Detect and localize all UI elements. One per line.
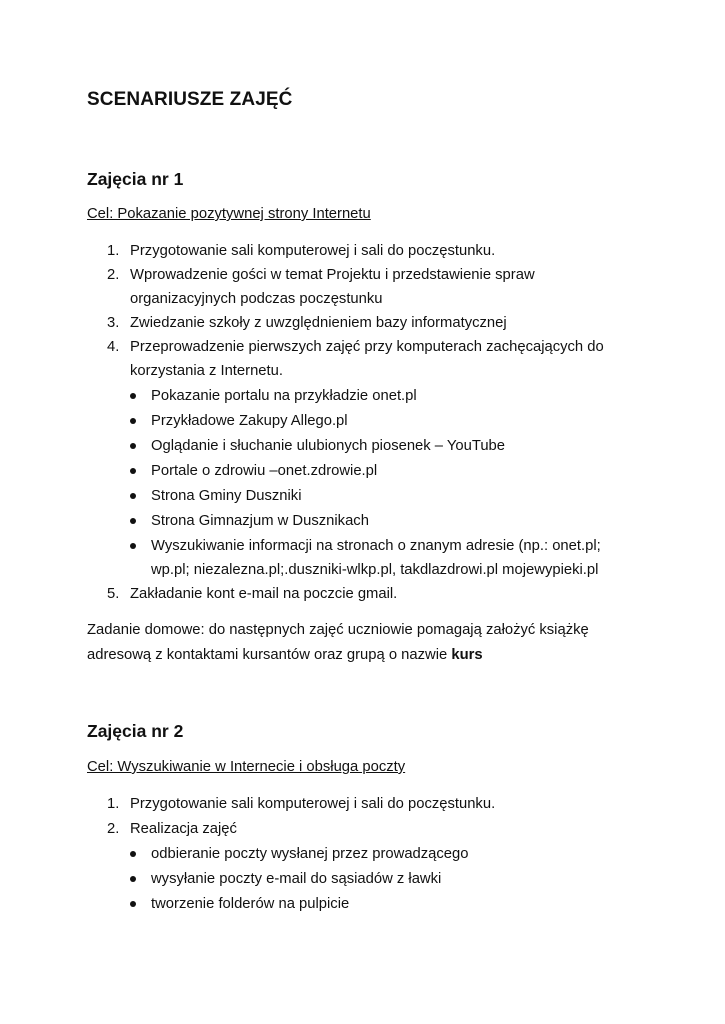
session-2-item-1: Przygotowanie sali komputerowej i sali do poczęstunku. [130, 796, 496, 812]
homework-group-name: kurs [451, 647, 483, 663]
bullet-icon [130, 418, 136, 424]
session-1-item-3-number: 3. [107, 315, 120, 331]
document-title: SCENARIUSZE ZAJĘĆ [87, 89, 293, 110]
session-1-item-1: Przygotowanie sali komputerowej i sali do poczęstunku. [130, 243, 496, 259]
session-2-bullet-3: tworzenie folderów na pulpicie [151, 896, 350, 912]
bullet-icon [130, 493, 136, 499]
bullet-icon [130, 543, 136, 549]
bullet-icon [130, 901, 136, 907]
session-1-bullet-3: Oglądanie i słuchanie ulubionych piosenek – YouTube [151, 438, 506, 454]
session-1-item-5-number: 5. [107, 586, 120, 602]
session-1-bullet-6: Strona Gimnazjum w Dusznikach [151, 513, 369, 529]
session-1-bullet-5: Strona Gminy Duszniki [151, 488, 302, 504]
session-1-item-4-number: 4. [107, 339, 120, 355]
session-1-item-3: Zwiedzanie szkoły z uwzględnieniem bazy informatycznej [130, 315, 507, 331]
session-1-bullet-7: Wyszukiwanie informacji na stronach o znanym adresie (np.: onet.pl; [151, 538, 601, 554]
bullet-icon [130, 468, 136, 474]
session-1-item-2-number: 2. [107, 267, 120, 283]
bullet-icon [130, 518, 136, 524]
session-1-item-4-continued: korzystania z Internetu. [130, 363, 283, 379]
bullet-icon [130, 851, 136, 857]
session-1-item-5: Zakładanie kont e-mail na poczcie gmail. [130, 586, 398, 602]
session-2-heading: Zajęcia nr 2 [87, 721, 184, 741]
session-1-bullet-4: Portale o zdrowiu –onet.zdrowie.pl [151, 463, 378, 479]
session-1-bullet-1: Pokazanie portalu na przykładzie onet.pl [151, 388, 417, 404]
session-1-bullet-7-continued: wp.pl; niezalezna.pl;.duszniki-wlkp.pl, takdlazdrowi.pl mojewypieki.pl [151, 562, 599, 578]
homework-text: adresową z kontaktami kursantów oraz grupą o nazwie [87, 647, 452, 663]
session-1-item-2: Wprowadzenie gości w temat Projektu i przedstawienie spraw [130, 267, 535, 283]
session-1-bullet-2: Przykładowe Zakupy Allego.pl [151, 413, 348, 429]
bullet-icon [130, 393, 136, 399]
session-1-item-2-continued: organizacyjnych podczas poczęstunku [130, 291, 383, 307]
session-1-homework-line-1: Zadanie domowe: do następnych zajęć uczniowie pomagają założyć książkę [87, 622, 589, 638]
session-2-item-2: Realizacja zajęć [130, 821, 237, 837]
session-2-item-2-number: 2. [107, 821, 120, 837]
session-1-heading: Zajęcia nr 1 [87, 169, 184, 189]
session-2-bullet-1: odbieranie poczty wysłanej przez prowadzącego [151, 846, 469, 862]
session-1-item-4: Przeprowadzenie pierwszych zajęć przy komputerach zachęcających do [130, 339, 604, 355]
session-2-goal: Cel: Wyszukiwanie w Internecie i obsługa poczty [87, 759, 406, 775]
session-2-bullet-2: wysyłanie poczty e-mail do sąsiadów z ławki [151, 871, 442, 887]
bullet-icon [130, 443, 136, 449]
session-2-item-1-number: 1. [107, 796, 120, 812]
session-1-item-1-number: 1. [107, 243, 120, 259]
session-1-homework-line-2 [87, 646, 483, 664]
bullet-icon [130, 876, 136, 882]
session-1-goal: Cel: Pokazanie pozytywnej strony Internetu [87, 206, 371, 222]
